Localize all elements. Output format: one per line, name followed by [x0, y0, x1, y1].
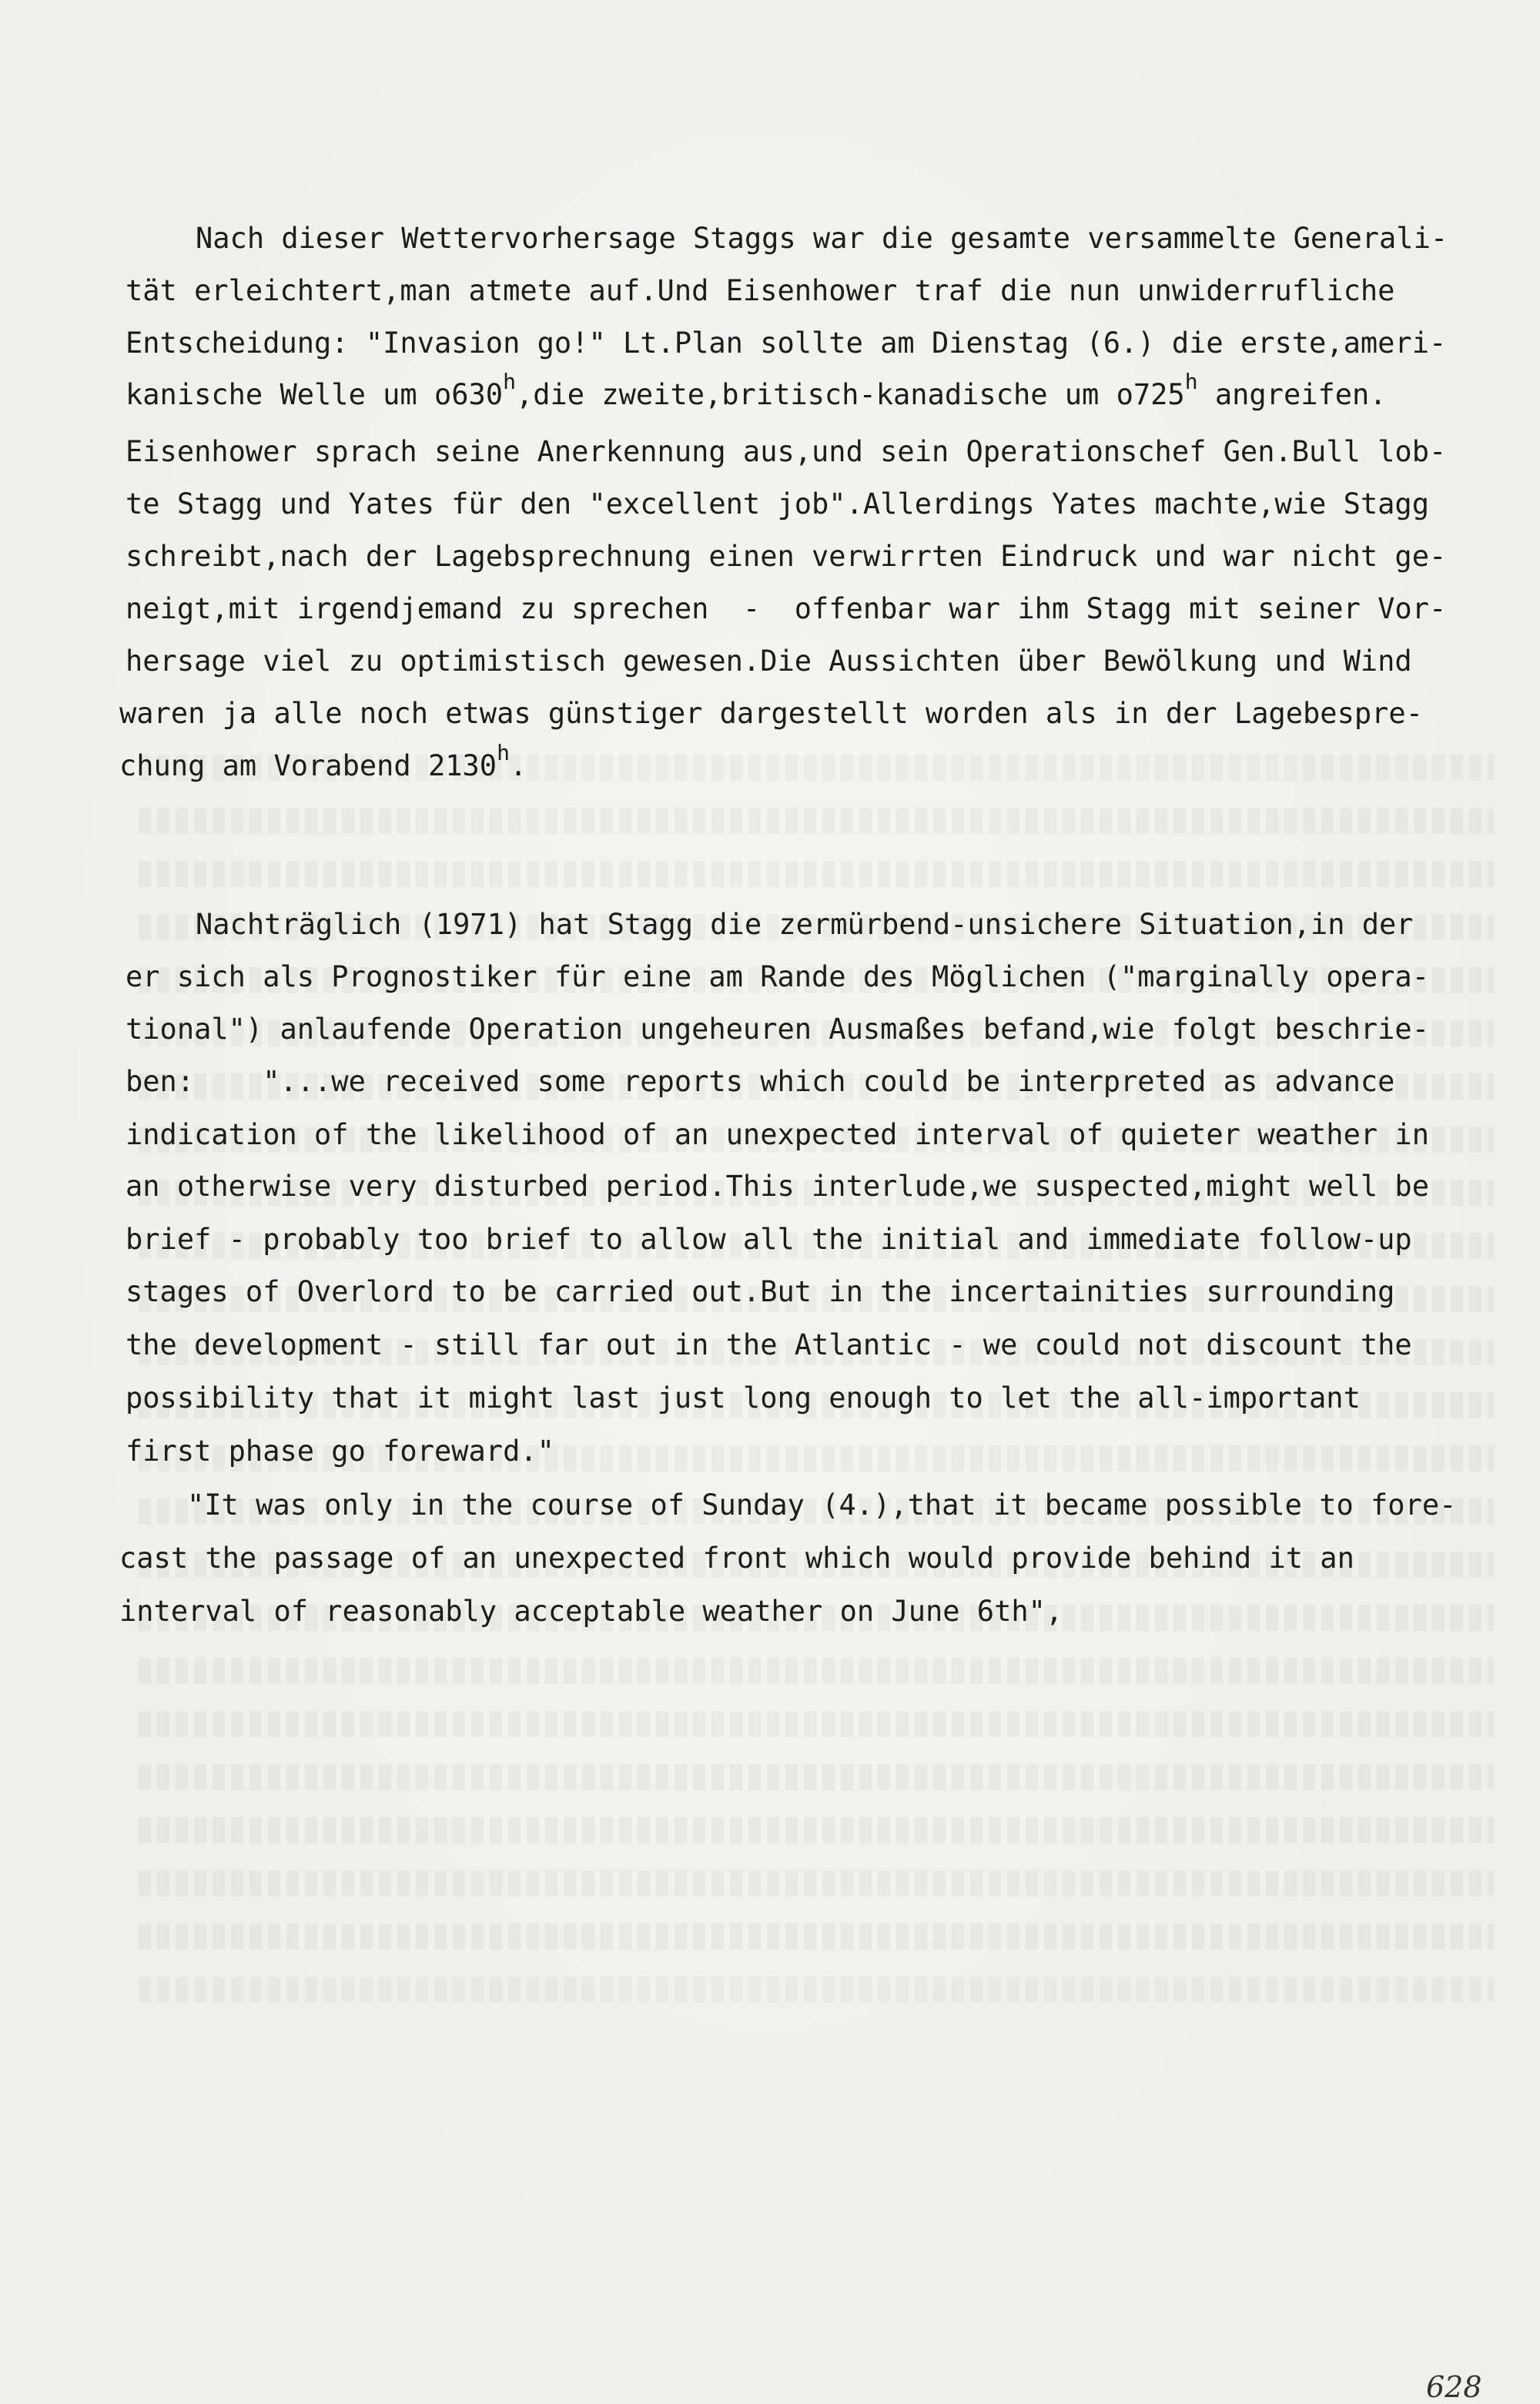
text-segment: chung am Vorabend 2130 — [119, 749, 497, 782]
text-line: te Stagg und Yates für den "excellent job".Allerdings Yates machte,wie Stagg — [126, 487, 1429, 521]
text-line: Nach dieser Wettervorhersage Staggs war die gesamte versammelte Generali- — [196, 222, 1448, 255]
text-line: stages of Overlord to be carried out.But in the incertainities surrounding — [126, 1275, 1395, 1308]
superscript: h — [497, 740, 510, 765]
text-line: cast the passage of an unexpected front which would provide behind it an — [119, 1542, 1354, 1575]
text-line — [119, 740, 527, 786]
text-line: interval of reasonably acceptable weather on June 6th", — [119, 1595, 1063, 1628]
page-number: 628 — [1426, 2370, 1482, 2404]
text-line: Nachträglich (1971) hat Stagg die zermürbend-unsichere Situation,in der — [196, 908, 1414, 941]
text-line: waren ja alle noch etwas günstiger dargestellt worden als in der Lagebespre- — [119, 697, 1423, 730]
text-line: possibility that it might last just long enough to let the all-important — [126, 1381, 1361, 1415]
text-line: ben: "...we received some reports which could be interpreted as advance — [126, 1065, 1395, 1098]
text-line: the development - still far out in the Atlantic - we could not discount the — [126, 1328, 1412, 1361]
text-line: hersage viel zu optimistisch gewesen.Die Aussichten über Bewölkung und Wind — [126, 645, 1412, 678]
text-line: schreibt,nach der Lagebsprechnung einen verwirrten Eindruck und war nicht ge- — [126, 540, 1447, 573]
text-line: tät erleichtert,man atmete auf.Und Eisenhower traf die nun unwiderrufliche — [126, 274, 1395, 307]
text-line: brief - probably too brief to allow all the initial and immediate follow-up — [126, 1223, 1412, 1256]
text-line: Entscheidung: "Invasion go!" Lt.Plan sollte am Dienstag (6.) die erste,ameri- — [126, 326, 1447, 360]
text-line: er sich als Prognostiker für eine am Rande des Möglichen ("marginally opera- — [126, 960, 1429, 993]
text-line: neigt,mit irgendjemand zu sprechen - offenbar war ihm Stagg mit seiner Vor- — [126, 592, 1447, 625]
text-segment: ,die zweite,britisch-kanadische um o725 — [515, 378, 1185, 411]
text-segment: . — [509, 749, 527, 782]
text-line: first phase go foreward." — [126, 1435, 554, 1468]
text-line: "It was only in the course of Sunday (4.),that it became possible to fore- — [187, 1488, 1457, 1522]
text-line — [126, 369, 1387, 415]
superscript: h — [1184, 369, 1198, 394]
text-line: an otherwise very disturbed period.This interlude,we suspected,might well be — [126, 1170, 1429, 1203]
text-line: tional") anlaufende Operation ungeheuren Ausmaßes befand,wie folgt beschrie- — [126, 1013, 1429, 1046]
text-line: indication of the likelihood of an unexpected interval of quieter weather in — [126, 1118, 1429, 1151]
superscript: h — [503, 369, 516, 394]
text-segment: angreifen. — [1197, 378, 1387, 411]
text-segment: kanische Welle um o630 — [126, 378, 504, 411]
text-line: Eisenhower sprach seine Anerkennung aus,und sein Operationschef Gen.Bull lob- — [126, 435, 1447, 468]
